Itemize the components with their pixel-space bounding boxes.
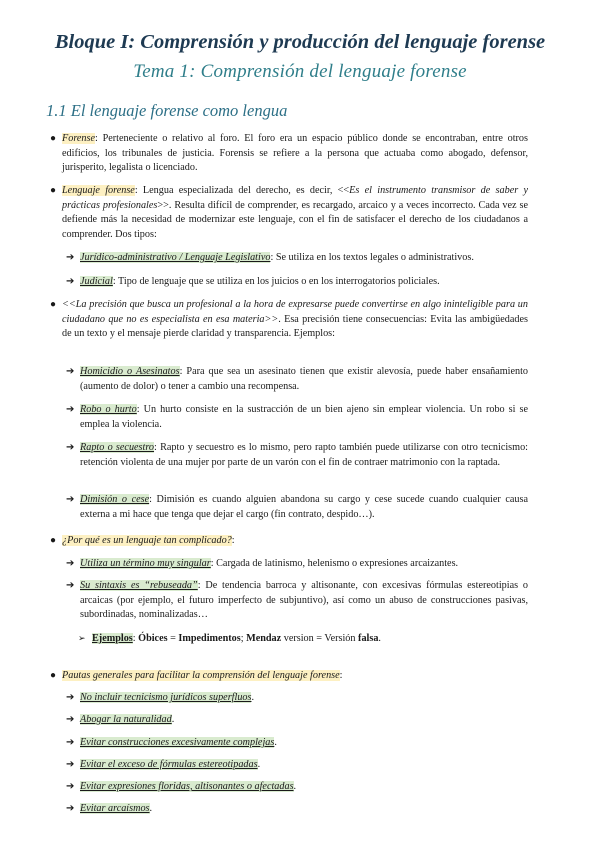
page-title: Bloque I: Comprensión y producción del lenguaje forense bbox=[54, 31, 546, 53]
pauta-text: Evitar construcciones excesivamente complejas bbox=[80, 737, 275, 748]
subitem-rapto bbox=[66, 441, 528, 470]
term-termino: Utiliza un término muy singular bbox=[80, 558, 211, 569]
pauta-text: Evitar arcaísmos bbox=[80, 803, 150, 814]
subitem-homicidio bbox=[66, 365, 528, 394]
bullet-dot-icon: ● bbox=[50, 185, 57, 196]
subitem-text: : Rapto y secuestro es lo mismo, pero rapto también puede utilizarse con otro tecnicismo: retención violenta de una mujer por parte de un varón con el fin de contraer matrimonio con la raptada. bbox=[80, 442, 528, 468]
arrow-right-icon: ➔ bbox=[66, 759, 75, 770]
bullet-dot-icon: ● bbox=[50, 535, 57, 546]
section-heading: 1.1 El lenguaje forense como lengua bbox=[46, 101, 288, 120]
pauta-item: ➔ No incluir tecnicismo jurídicos superfluos. bbox=[80, 691, 528, 706]
arrow-right-icon: ➔ bbox=[66, 558, 75, 569]
colon: : bbox=[231, 535, 235, 546]
term-pautas: Pautas generales para facilitar la comprensión del lenguaje forense bbox=[62, 670, 340, 681]
subitem-text: : Un hurto consiste en la sustracción de un bien ajeno sin emplear violencia. Un robo si se emplea la violencia. bbox=[80, 404, 528, 430]
subitem-sintaxis bbox=[66, 579, 528, 623]
bullet-precision bbox=[50, 298, 528, 342]
example-part: = bbox=[167, 633, 179, 644]
example-part: Óbices bbox=[138, 633, 168, 644]
pauta-item: ➔ Evitar el exceso de fórmulas estereotipadas. bbox=[80, 758, 528, 773]
pauta-item: ➔ Abogar la naturalidad. bbox=[80, 713, 528, 728]
example-part: version = Versión bbox=[281, 633, 359, 644]
pauta-item: ➔ Evitar construcciones excesivamente complejas. bbox=[80, 736, 528, 751]
term-por-que: ¿Por qué es un lenguaje tan complicado? bbox=[62, 535, 232, 546]
term-dimision: Dimisión o cese bbox=[80, 494, 150, 505]
pauta-text: No incluir tecnicismo jurídicos superfluos bbox=[80, 692, 252, 703]
subitem-text: : Cargada de latinismo, helenismo o expresiones arcaizantes. bbox=[210, 558, 459, 569]
example-part: falsa bbox=[358, 633, 379, 644]
bullet-pautas bbox=[50, 669, 528, 684]
precision-text: . Esa precisión tiene consecuencias: Evita las ambigüedades de un texto y el mensaje pierde claridad y transparencia. Ejemplos: bbox=[62, 313, 528, 339]
subitem-juridico bbox=[66, 251, 528, 266]
arrow-right-icon: ➔ bbox=[66, 781, 75, 792]
arrow-right-icon: ➔ bbox=[66, 252, 75, 263]
arrow-right-icon: ➔ bbox=[66, 737, 75, 748]
colon: : bbox=[339, 670, 343, 681]
subitem-dimision bbox=[66, 493, 528, 522]
example-part: : bbox=[132, 633, 139, 644]
subitem-robo bbox=[66, 403, 528, 432]
definition-quote: Es el instrumento transmisor de saber y prácticas profesionales bbox=[62, 185, 528, 211]
example-part: Impedimentos bbox=[178, 633, 241, 644]
term-forense: Forense bbox=[62, 133, 96, 144]
subitem-text: : Para que sea un asesinato tienen que existir alevosía, puede haber ensañamiento (aumento de dolor) o tener a cambio una recompensa. bbox=[80, 366, 528, 392]
term-judicial: Judicial bbox=[80, 276, 113, 287]
bullet-dot-icon: ● bbox=[50, 299, 57, 310]
bullet-por-que bbox=[50, 534, 528, 549]
arrow-right-icon: ➔ bbox=[66, 404, 75, 415]
bullet-forense bbox=[50, 132, 528, 176]
arrow-right-icon: ➔ bbox=[66, 276, 75, 287]
example-part: Mendaz bbox=[246, 633, 282, 644]
subitem-termino bbox=[66, 557, 528, 572]
subitem-judicial bbox=[66, 275, 528, 290]
term-lenguaje-forense: Lenguaje forense bbox=[62, 185, 135, 196]
definition-part: : Lengua especializada del derecho, es decir, << bbox=[134, 185, 350, 196]
arrow-right-icon: ➔ bbox=[66, 494, 75, 505]
term-robo: Robo o hurto bbox=[80, 404, 137, 415]
example-part: ; bbox=[240, 633, 247, 644]
examples-line bbox=[78, 632, 528, 647]
pauta-text: Evitar el exceso de fórmulas estereotipadas bbox=[80, 759, 258, 770]
subitem-text: : Se utiliza en los textos legales o administrativos. bbox=[270, 252, 474, 263]
term-juridico: Jurídico-administrativo / Lenguaje Legislativo bbox=[80, 252, 271, 263]
term-homicidio: Homicidio o Asesinatos bbox=[80, 366, 180, 377]
term-rapto: Rapto o secuestro bbox=[80, 442, 155, 453]
bullet-dot-icon: ● bbox=[50, 670, 57, 681]
bullet-dot-icon: ● bbox=[50, 133, 57, 144]
arrow-right-icon: ➔ bbox=[66, 366, 75, 377]
pauta-text: Abogar la naturalidad bbox=[80, 714, 172, 725]
topic-title: Tema 1: Comprensión del lenguaje forense bbox=[133, 61, 467, 82]
triangle-right-icon: ➢ bbox=[78, 634, 86, 644]
arrow-right-icon: ➔ bbox=[66, 580, 75, 591]
arrow-right-icon: ➔ bbox=[66, 692, 75, 703]
example-part: . bbox=[378, 633, 381, 644]
arrow-right-icon: ➔ bbox=[66, 803, 75, 814]
arrow-right-icon: ➔ bbox=[66, 714, 75, 725]
subitem-text: : Tipo de lenguaje que se utiliza en los juicios o en los interrogatorios policiales. bbox=[112, 276, 440, 287]
definition-part: >>. Resulta difícil de comprender, es recargado, arcaico y a veces incorrecto. Cada vez se defiende más la necesidad de modernizar este lenguaje, con el fin de satisfacer el derecho de los ciudadanos a comprender. Dos tipos: bbox=[62, 199, 528, 240]
arrow-right-icon: ➔ bbox=[66, 442, 75, 453]
pauta-text: Evitar expresiones floridas, altisonantes o afectadas bbox=[80, 781, 294, 792]
pauta-item: ➔ Evitar expresiones floridas, altisonantes o afectadas. bbox=[80, 780, 528, 795]
subitem-text: : Dimisión es cuando alguien abandona su cargo y cese sucede cuando cualquier causa externa a mi hace que tenga que dejar el cargo (fin contrato, despido…). bbox=[80, 494, 528, 520]
definition-forense: : Perteneciente o relativo al foro. El foro era un espacio público donde se encontraban, entre otros edificios, los tribunales de justicia. Forensis se refiere a la persona que actuaba como abogado, defensor, jurisperito, legalista o licenciado. bbox=[62, 133, 528, 173]
pauta-item: ➔ Evitar arcaísmos. bbox=[80, 802, 528, 817]
examples-label: Ejemplos bbox=[92, 633, 133, 644]
precision-quote: <<La precisión que busca un profesional a la hora de expresarse puede convertirse en algo ininteligible para un ciudadano que no es especialista en esa materia>> bbox=[62, 299, 528, 325]
term-sintaxis: Su sintaxis es “rebuseada” bbox=[80, 580, 198, 591]
subitem-text: : De tendencia barroca y altisonante, con excesivas fórmulas estereotipias o arcaicas (por ejemplo, el futuro imperfecto de subjuntivo), así como un abuso de construcciones pasivas, subordinadas, nominalizadas… bbox=[80, 580, 528, 620]
bullet-lenguaje-forense bbox=[50, 184, 528, 242]
